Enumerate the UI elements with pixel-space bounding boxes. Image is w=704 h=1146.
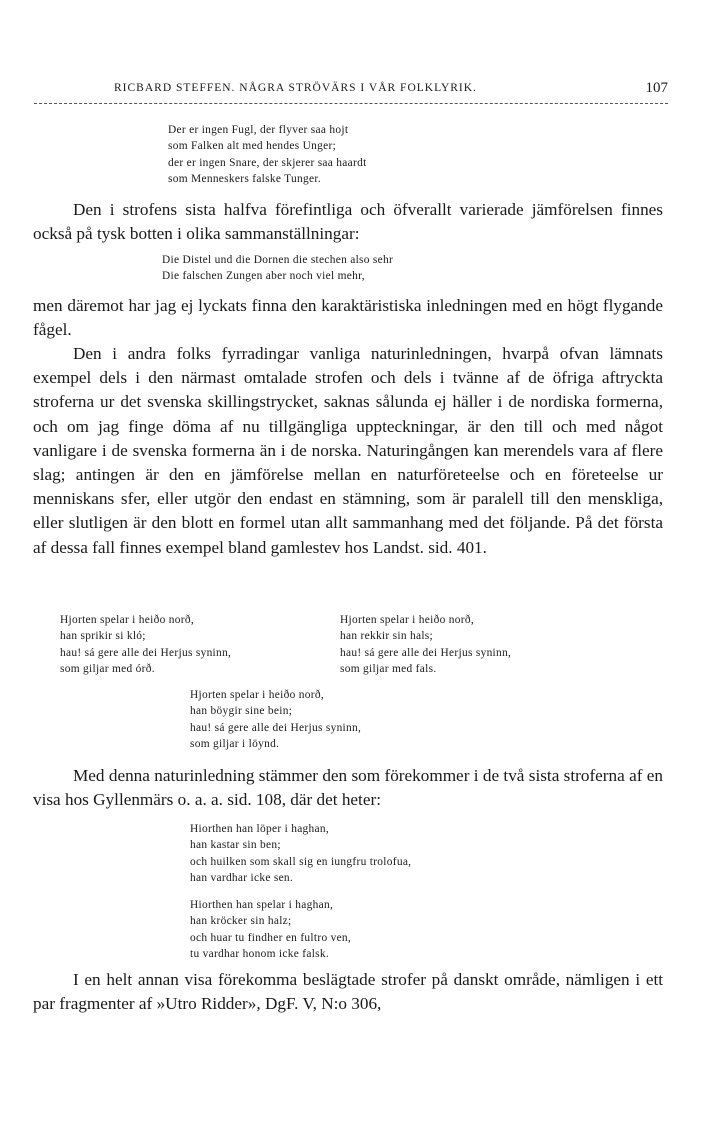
running-title: RICBARD STEFFEN. NÅGRA STRÖVÄRS I VÅR FOLKLYRIK. (114, 82, 477, 94)
paragraph-5 (33, 968, 663, 1016)
running-header (34, 82, 668, 98)
page-number: 107 (645, 80, 668, 96)
verse-line: som Menneskers falske Tunger. (168, 173, 321, 186)
paragraph-text: men däremot har jag ej lyckats finna den karaktäristiska inledningen med en högt flygande fågel. (33, 296, 663, 340)
verse-line: Hiorthen han spelar i haghan, (190, 899, 334, 911)
verse-line: han rekkir sin hals; (340, 630, 433, 643)
verse-line: Die Distel und die Dornen die stechen also sehr (162, 254, 394, 266)
paragraph-1 (33, 198, 663, 246)
verse-line: och huar tu findher en fultro ven, (190, 931, 352, 944)
verse-line: Der er ingen Fugl, der flyver saa hojt (168, 124, 349, 136)
verse-hjorten-center (190, 687, 361, 753)
header-rule (34, 103, 668, 104)
verse-line: hau! sá gere alle dei Herjus syninn, (340, 646, 512, 659)
verse-line: han böygir sine bein; (190, 705, 293, 718)
paragraph-text: I en helt annan visa förekomma beslägtade strofer på danskt område, nämligen i ett par fragmenter af »Utro Ridder», DgF. V, N:o 306, (33, 970, 663, 1014)
verse-line: han kröcker sin halz; (190, 915, 292, 928)
verse-german-distel (162, 252, 393, 285)
paragraph-3 (33, 342, 663, 560)
verse-line: han vardhar icke sen. (190, 872, 294, 885)
paragraph-4 (33, 764, 663, 812)
paragraph-2 (33, 294, 663, 342)
verse-line: Hjorten spelar i heiðo norð, (60, 614, 194, 626)
verse-line: Hjorten spelar i heiðo norð, (340, 614, 474, 626)
paragraph-text: Med denna naturinledning stämmer den som förekommer i de två sista stroferna af en visa hos Gyllenmärs o. a. a. sid. 108, där det heter: (33, 766, 663, 810)
verse-line: han kastar sin ben; (190, 839, 281, 852)
verse-line: Hjorten spelar i heiðo norð, (190, 689, 324, 701)
verse-hjorten-right (340, 612, 511, 678)
verse-line: Hiorthen han löper i haghan, (190, 823, 330, 835)
verse-line: han sprikir si kló; (60, 630, 146, 643)
verse-danish-falcon (168, 122, 367, 188)
verse-line: hau! sá gere alle dei Herjus syninn, (60, 646, 232, 659)
verse-line: som Falken alt med hendes Unger; (168, 140, 337, 153)
verse-line: som giljar i löynd. (190, 738, 280, 751)
verse-line: tu vardhar honom icke falsk. (190, 948, 330, 961)
verse-hjorten-left (60, 612, 231, 678)
verse-hiorthen-2 (190, 897, 351, 963)
verse-hiorthen-1 (190, 821, 411, 887)
verse-line: der er ingen Snare, der skjerer saa haardt (168, 156, 367, 169)
verse-line: Die falschen Zungen aber noch viel mehr, (162, 270, 365, 283)
verse-line: som giljar med órð. (60, 663, 155, 676)
paragraph-text: Den i andra folks fyrradingar vanliga naturinledningen, hvarpå ofvan lämnats exempel dels i den närmast omtalade strofen och dels i tvänne af de öfriga aftryckta stroferna ur det svenska skillingstrycket, saknas sålunda ej häller i de nordiska formerna, och om jag finge döma af nu tillgängliga uppteckningar, är den till och med något vanligare i de svenska formerna än i de norska. Naturingången kan merendels vara af flere slag; antingen är den en jämförelse mellan en naturföreteelse och en företeelse ur menniskans sfer, eller utgör den endast en stämning, som är paralell till den menskliga, eller slutligen är den blott en formel utan allt sammanhang med det följande. På det första af dessa fall finnes exempel bland gamlestev hos Landst. sid. 401. (33, 344, 663, 557)
verse-line: hau! sá gere alle dei Herjus syninn, (190, 721, 362, 734)
verse-line: som giljar med fals. (340, 663, 437, 676)
verse-line: och huilken som skall sig en iungfru trolofua, (190, 855, 412, 868)
paragraph-text: Den i strofens sista halfva förefintliga och öfverallt varierade jämförelsen finnes också på tysk botten i olika sammanställningar: (33, 200, 663, 244)
